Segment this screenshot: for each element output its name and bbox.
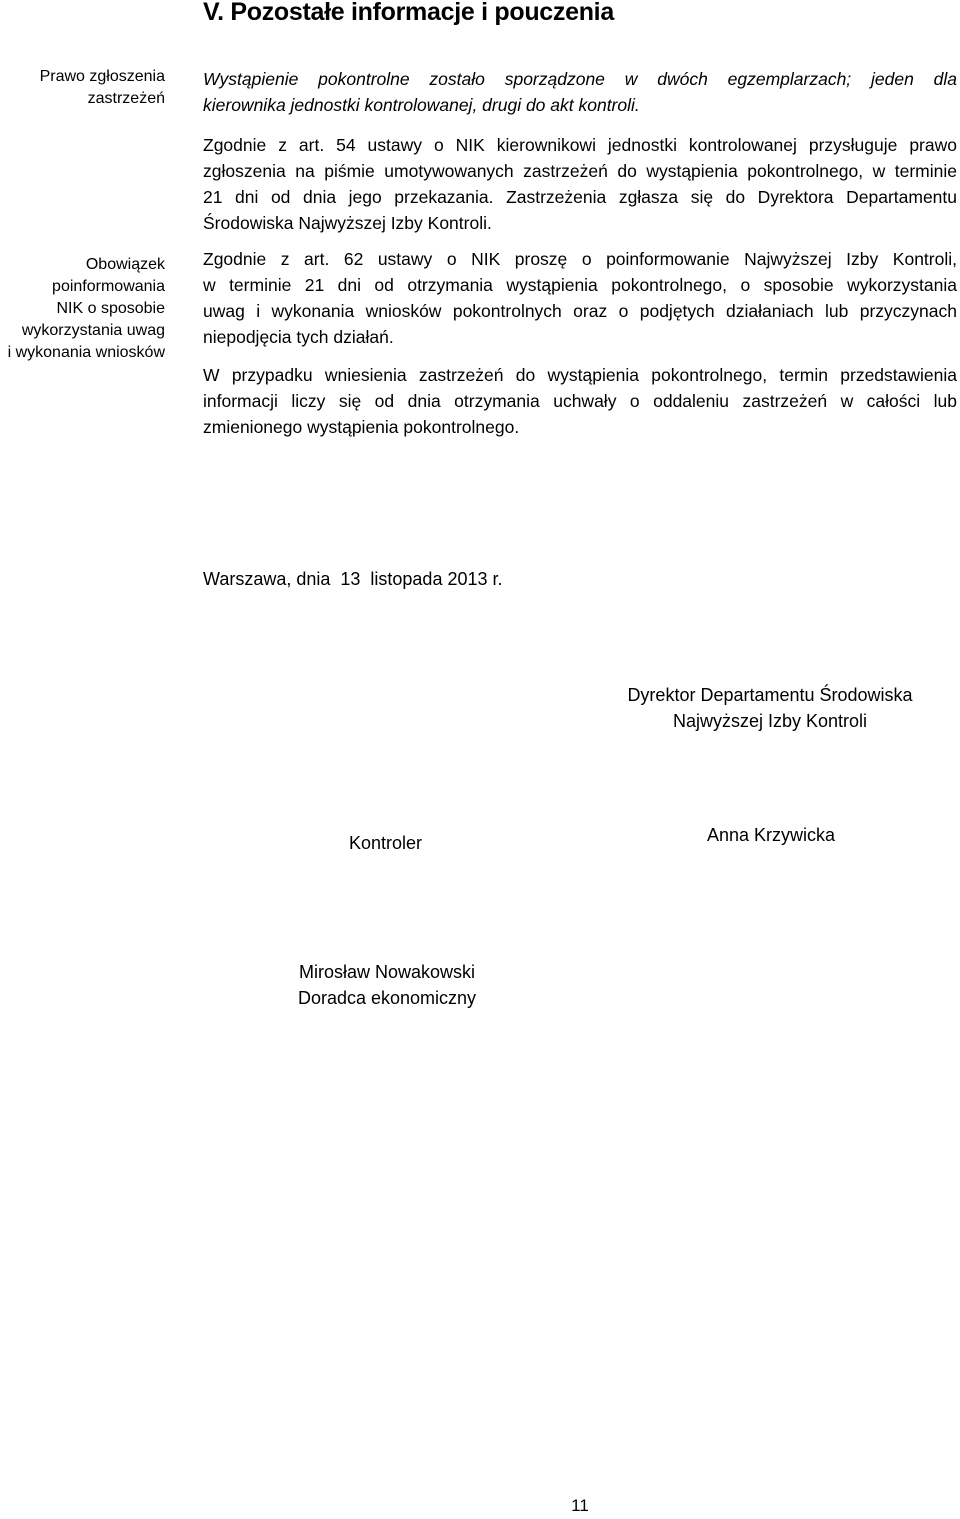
label-obowiazek-poinformowania bbox=[0, 254, 165, 364]
controller-position: Doradca ekonomiczny bbox=[297, 988, 477, 1008]
paragraph-egzemplarze bbox=[203, 66, 957, 118]
paragraph-art-54 bbox=[203, 132, 957, 236]
paragraph-termin-zastrzezen bbox=[203, 362, 957, 440]
paragraph-line: 21 dni od dnia jego przekazania. Zastrzeżenia zgłasza się do Dyrektora Departamentu bbox=[203, 187, 957, 207]
controller-signature-block bbox=[267, 959, 507, 1011]
section-heading: V. Pozostałe informacje i pouczenia bbox=[203, 0, 614, 26]
paragraph-line: W przypadku wniesienia zastrzeżeń do wystąpienia pokontrolnego, termin przedstawienia bbox=[203, 365, 957, 385]
paragraph-line: zgłoszenia na piśmie umotywowanych zastrzeżeń do wystąpienia pokontrolnego, w terminie bbox=[203, 161, 957, 181]
label-line: zastrzeżeń bbox=[87, 90, 165, 107]
director-institution: Najwyższej Izby Kontroli bbox=[672, 711, 868, 731]
director-signature-block bbox=[600, 682, 940, 734]
paragraph-line: informacji liczy się od dnia otrzymania uchwały o oddaleniu zastrzeżeń w całości lub bbox=[203, 391, 957, 411]
label-line: NIK o sposobie bbox=[56, 300, 165, 317]
label-line: poinformowania bbox=[52, 278, 165, 295]
director-name: Anna Krzywicka bbox=[706, 825, 836, 845]
paragraph-line: Środowiska Najwyższej Izby Kontroli. bbox=[203, 213, 492, 233]
page-number: 11 bbox=[571, 1496, 589, 1515]
label-prawo-zgloszenia-zastrzezen bbox=[0, 66, 165, 110]
director-title: Dyrektor Departamentu Środowiska bbox=[627, 685, 913, 705]
controller-label: Kontroler bbox=[349, 833, 423, 853]
controller-name: Mirosław Nowakowski bbox=[298, 962, 476, 982]
paragraph-line: uwag i wykonania wniosków pokontrolnych oraz o podjętych działaniach lub przyczynach bbox=[203, 301, 957, 321]
label-line: i wykonania wniosków bbox=[7, 344, 165, 361]
label-line: Prawo zgłoszenia bbox=[39, 68, 165, 85]
label-line: wykorzystania uwag bbox=[21, 322, 165, 339]
place-date: Warszawa, dnia 13 listopada 2013 r. bbox=[203, 569, 503, 589]
paragraph-line: kierownika jednostki kontrolowanej, drugi do akt kontroli. bbox=[203, 95, 640, 115]
paragraph-line: zmienionego wystąpienia pokontrolnego. bbox=[203, 417, 520, 437]
paragraph-line: w terminie 21 dni od otrzymania wystąpienia pokontrolnego, o sposobie wykorzystania bbox=[203, 275, 957, 295]
paragraph-line: Zgodnie z art. 62 ustawy o NIK proszę o poinformowanie Najwyższej Izby Kontroli, bbox=[203, 249, 957, 269]
paragraph-art-62 bbox=[203, 246, 957, 350]
label-line: Obowiązek bbox=[85, 256, 165, 273]
paragraph-line: Zgodnie z art. 54 ustawy o NIK kierownikowi jednostki kontrolowanej przysługuje prawo bbox=[203, 135, 957, 155]
paragraph-line: niepodjęcia tych działań. bbox=[203, 327, 394, 347]
paragraph-line: Wystąpienie pokontrolne zostało sporządzone w dwóch egzemplarzach; jeden dla bbox=[203, 69, 957, 89]
